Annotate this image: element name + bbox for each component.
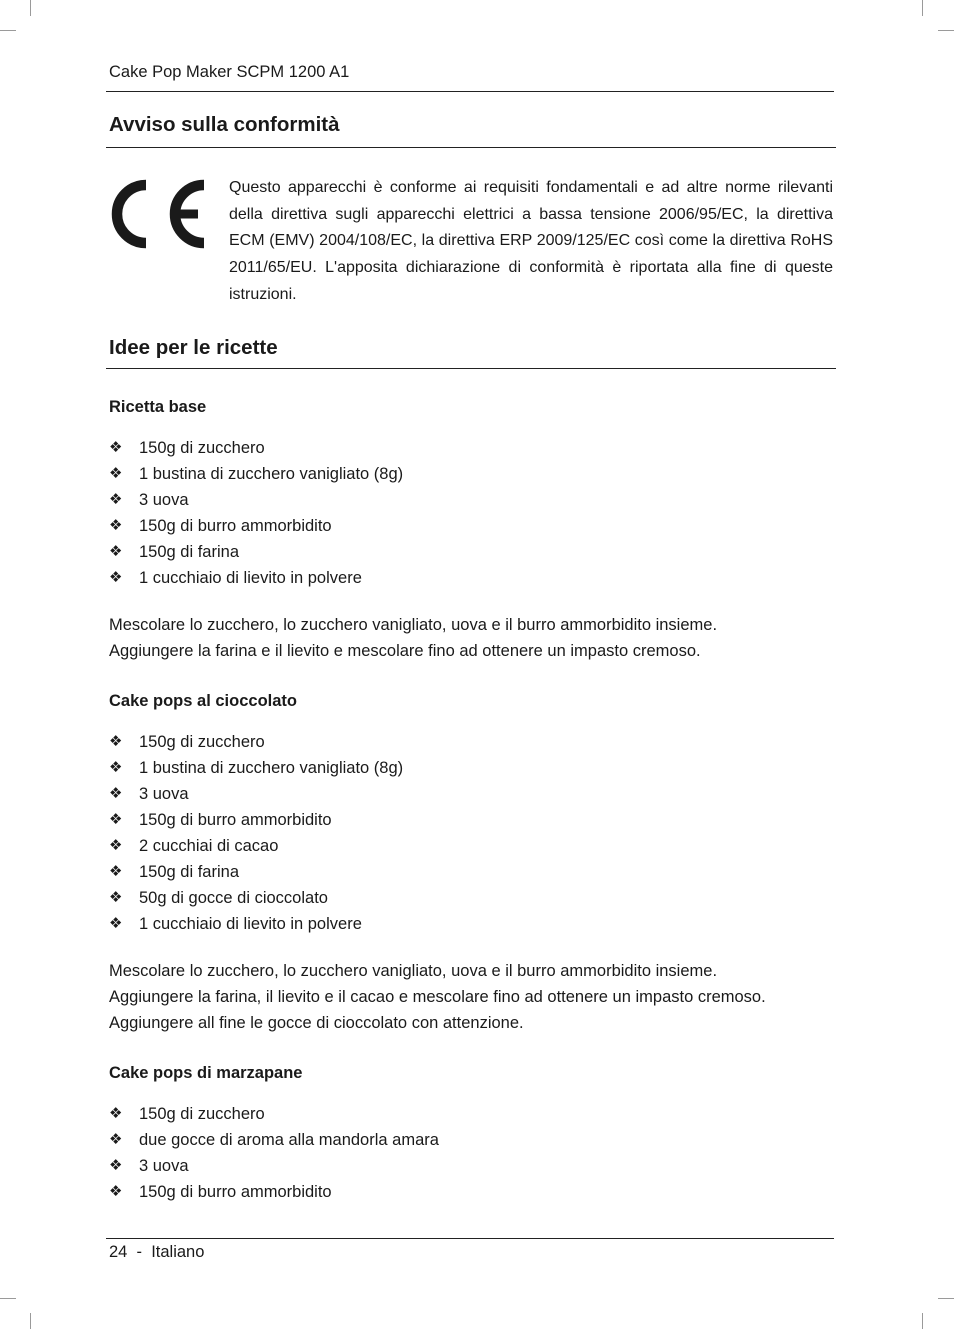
footer-language: Italiano: [151, 1243, 205, 1261]
conformity-text: Questo apparecchi è conforme ai requisiti fondamentali e ad altre norme rilevanti della direttiva sugli apparecchi elettrici a bassa tensione 2006/95/EC, la direttiva ECM (EMV) 2004/108/EC, la direttiva ERP 2009/125/EC così come la direttiva RoHS 2011/65/EU. L'apposita dichiarazione di conformità è riportata alla fine di queste istruzioni.: [229, 179, 833, 303]
diamond-bullet-icon: ❖: [109, 491, 123, 508]
ingredient-item: ❖ 150g di burro ammorbidito: [109, 807, 403, 833]
ingredient-list-chocolate: [109, 729, 403, 937]
footer-separator: -: [136, 1243, 143, 1261]
crop-mark: [30, 0, 31, 16]
diamond-bullet-icon: ❖: [109, 811, 123, 828]
instructions-chocolate: [109, 958, 833, 1036]
ingredient-item: ❖ 150g di zucchero: [109, 1101, 439, 1127]
ingredient-item: ❖ 150g di burro ammorbidito: [109, 1179, 439, 1205]
running-header: Cake Pop Maker SCPM 1200 A1: [109, 63, 350, 81]
diamond-bullet-icon: ❖: [109, 837, 123, 854]
crop-mark: [30, 1313, 31, 1329]
crop-mark: [0, 30, 16, 31]
diamond-bullet-icon: ❖: [109, 543, 123, 560]
ingredient-item: ❖ 2 cucchiai di cacao: [109, 833, 403, 859]
diamond-bullet-icon: ❖: [109, 1105, 123, 1122]
ingredient-item: ❖ 150g di farina: [109, 539, 403, 565]
diamond-bullet-icon: ❖: [109, 759, 123, 776]
instruction-line: Mescolare lo zucchero, lo zucchero vanigliato, uova e il burro ammorbidito insieme.: [109, 962, 718, 980]
ingredient-item: ❖ 3 uova: [109, 1153, 439, 1179]
ingredient-item: ❖ 1 bustina di zucchero vanigliato (8g): [109, 755, 403, 781]
diamond-bullet-icon: ❖: [109, 1157, 123, 1174]
diamond-bullet-icon: ❖: [109, 889, 123, 906]
ingredient-list-base: [109, 435, 403, 591]
ce-mark-logo: [108, 178, 208, 255]
diamond-bullet-icon: ❖: [109, 1131, 123, 1148]
section-rule: [106, 147, 836, 148]
crop-mark: [922, 0, 923, 16]
crop-mark: [922, 1313, 923, 1329]
footer-rule: [106, 1238, 834, 1239]
ingredient-item: ❖ 150g di burro ammorbidito: [109, 513, 403, 539]
page-number: 24: [109, 1243, 128, 1261]
ingredient-item: ❖ 3 uova: [109, 781, 403, 807]
diamond-bullet-icon: ❖: [109, 517, 123, 534]
diamond-bullet-icon: ❖: [109, 915, 123, 932]
crop-mark: [938, 1298, 954, 1299]
ingredient-item: ❖ 150g di farina: [109, 859, 403, 885]
ingredient-item: ❖ 1 cucchiaio di lievito in polvere: [109, 911, 403, 937]
ingredient-list-marzipan: [109, 1101, 439, 1205]
ingredient-item: ❖ due gocce di aroma alla mandorla amara: [109, 1127, 439, 1153]
instruction-line: Aggiungere la farina, il lievito e il cacao e mescolare fino ad ottenere un impasto cremoso.: [109, 988, 766, 1006]
ingredient-item: ❖ 1 cucchiaio di lievito in polvere: [109, 565, 403, 591]
instruction-line: Aggiungere la farina e il lievito e mescolare fino ad ottenere un impasto cremoso.: [109, 642, 701, 660]
instructions-base: [109, 612, 833, 664]
crop-mark: [938, 30, 954, 31]
recipe-title-marzipan: Cake pops di marzapane: [109, 1064, 303, 1082]
conformity-heading: Avviso sulla conformità: [109, 113, 340, 136]
ingredient-item: ❖ 3 uova: [109, 487, 403, 513]
ingredient-item: ❖ 150g di zucchero: [109, 435, 403, 461]
diamond-bullet-icon: ❖: [109, 863, 123, 880]
diamond-bullet-icon: ❖: [109, 733, 123, 750]
recipes-heading: Idee per le ricette: [109, 336, 278, 359]
crop-mark: [0, 1298, 16, 1299]
ingredient-item: ❖ 1 bustina di zucchero vanigliato (8g): [109, 461, 403, 487]
diamond-bullet-icon: ❖: [109, 439, 123, 456]
header-rule: [106, 91, 834, 92]
section-rule: [106, 368, 836, 369]
diamond-bullet-icon: ❖: [109, 569, 123, 586]
recipe-title-base: Ricetta base: [109, 398, 207, 416]
instruction-line: Mescolare lo zucchero, lo zucchero vanigliato, uova e il burro ammorbidito insieme.: [109, 616, 718, 634]
page-footer: [109, 1243, 204, 1262]
diamond-bullet-icon: ❖: [109, 465, 123, 482]
ingredient-item: ❖ 50g di gocce di cioccolato: [109, 885, 403, 911]
recipe-title-chocolate: Cake pops al cioccolato: [109, 692, 297, 710]
diamond-bullet-icon: ❖: [109, 785, 123, 802]
instruction-line: Aggiungere all fine le gocce di cioccolato con attenzione.: [109, 1014, 524, 1032]
diamond-bullet-icon: ❖: [109, 1183, 123, 1200]
ingredient-item: ❖ 150g di zucchero: [109, 729, 403, 755]
